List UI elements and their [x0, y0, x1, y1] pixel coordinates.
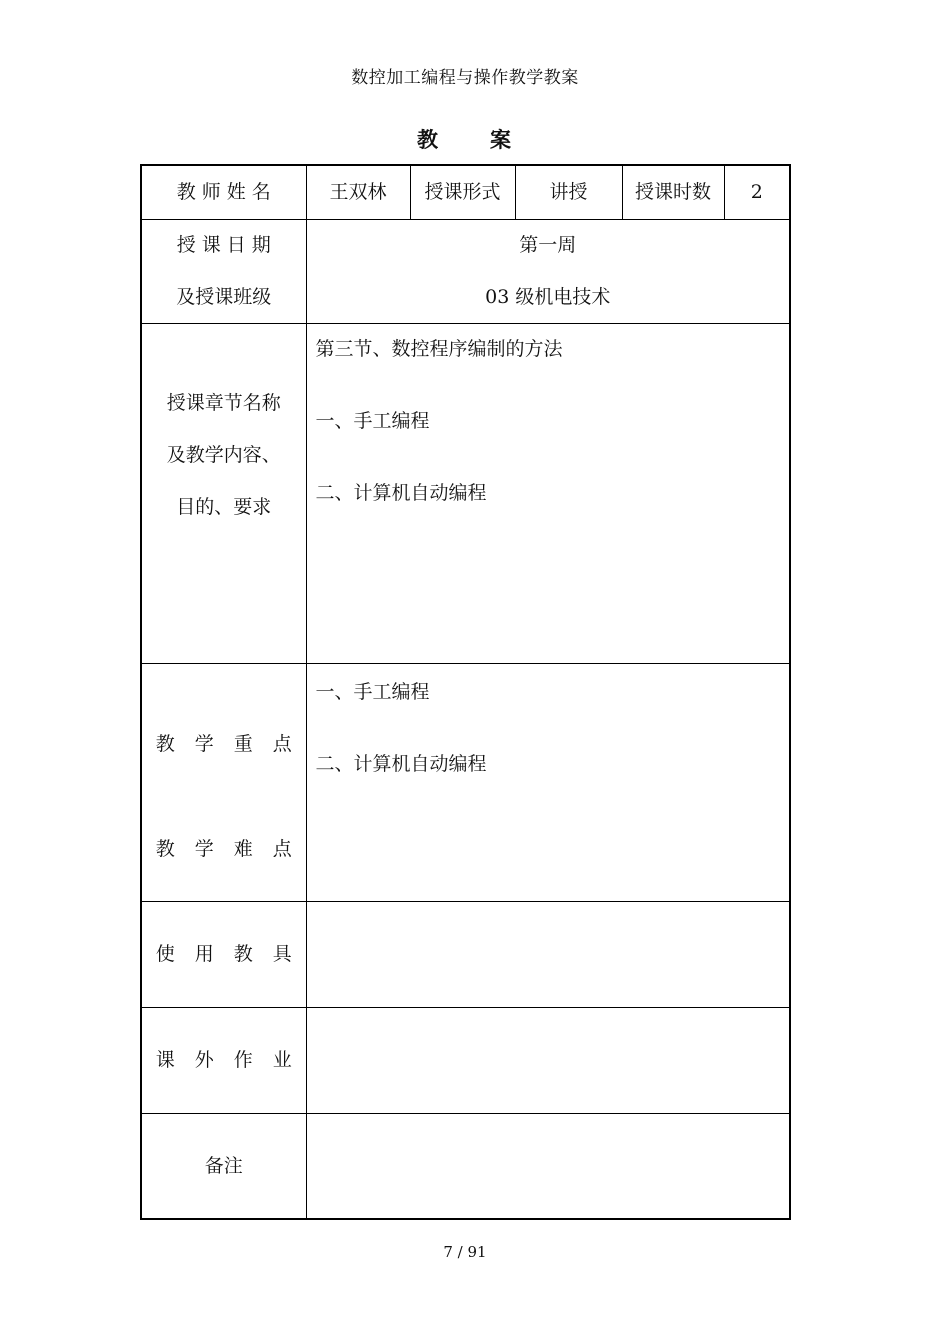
table-row-chapter-content	[141, 323, 790, 663]
chapter-content-line2: 一、手工编程	[315, 409, 430, 432]
homework-value	[306, 1007, 790, 1113]
table-row-date-class	[141, 219, 790, 323]
lesson-plan-table	[140, 164, 791, 1220]
class-value: 03 级机电技术	[485, 286, 611, 308]
document-title	[0, 125, 930, 155]
table-row-homework	[141, 1007, 790, 1113]
difficulties-label-text: 教 学 难 点	[155, 837, 299, 860]
date-class-label-line1: 授 课 日 期	[176, 234, 271, 256]
chapter-content-line3: 二、计算机自动编程	[315, 481, 487, 504]
teaching-hours-value: 2	[724, 165, 790, 219]
key-points-value	[306, 663, 790, 901]
table-row-teacher	[141, 165, 790, 219]
chapter-content-line1: 第三节、数控程序编制的方法	[315, 337, 563, 360]
chapter-label-line1: 授课章节名称	[166, 391, 281, 414]
date-value: 第一周	[519, 234, 577, 256]
chapter-label-line3: 目的、要求	[176, 495, 272, 518]
key-points-line2: 二、计算机自动编程	[315, 752, 487, 775]
chapter-content-value	[306, 323, 790, 663]
teacher-name-value: 王双林	[306, 165, 410, 219]
teaching-hours-label: 授课时数	[622, 165, 724, 219]
teaching-form-label: 授课形式	[410, 165, 515, 219]
running-header: 数控加工编程与操作教学教案	[351, 68, 579, 88]
homework-label: 课 外 作 业	[141, 1007, 306, 1113]
document-title-left: 教	[417, 127, 440, 152]
document-title-right: 案	[490, 127, 513, 152]
key-points-label	[141, 663, 306, 901]
table-row-teaching-aids	[141, 901, 790, 1007]
table-row-key-points	[141, 663, 790, 901]
table-row-remarks	[141, 1113, 790, 1219]
date-class-label	[141, 219, 306, 323]
teaching-form-value: 讲授	[515, 165, 622, 219]
chapter-label-line2: 及教学内容、	[166, 443, 281, 466]
teaching-aids-label: 使 用 教 具	[141, 901, 306, 1007]
key-points-line1: 一、手工编程	[315, 680, 430, 703]
page-number: 7 / 91	[443, 1243, 487, 1261]
remarks-label: 备注	[141, 1113, 306, 1219]
teaching-aids-value	[306, 901, 790, 1007]
remarks-value	[306, 1113, 790, 1219]
teacher-name-label: 教 师 姓 名	[141, 165, 306, 219]
key-points-label-text: 教 学 重 点	[155, 732, 299, 755]
date-class-value	[306, 219, 790, 323]
date-class-label-line2: 及授课班级	[176, 286, 272, 308]
chapter-content-label	[141, 323, 306, 663]
